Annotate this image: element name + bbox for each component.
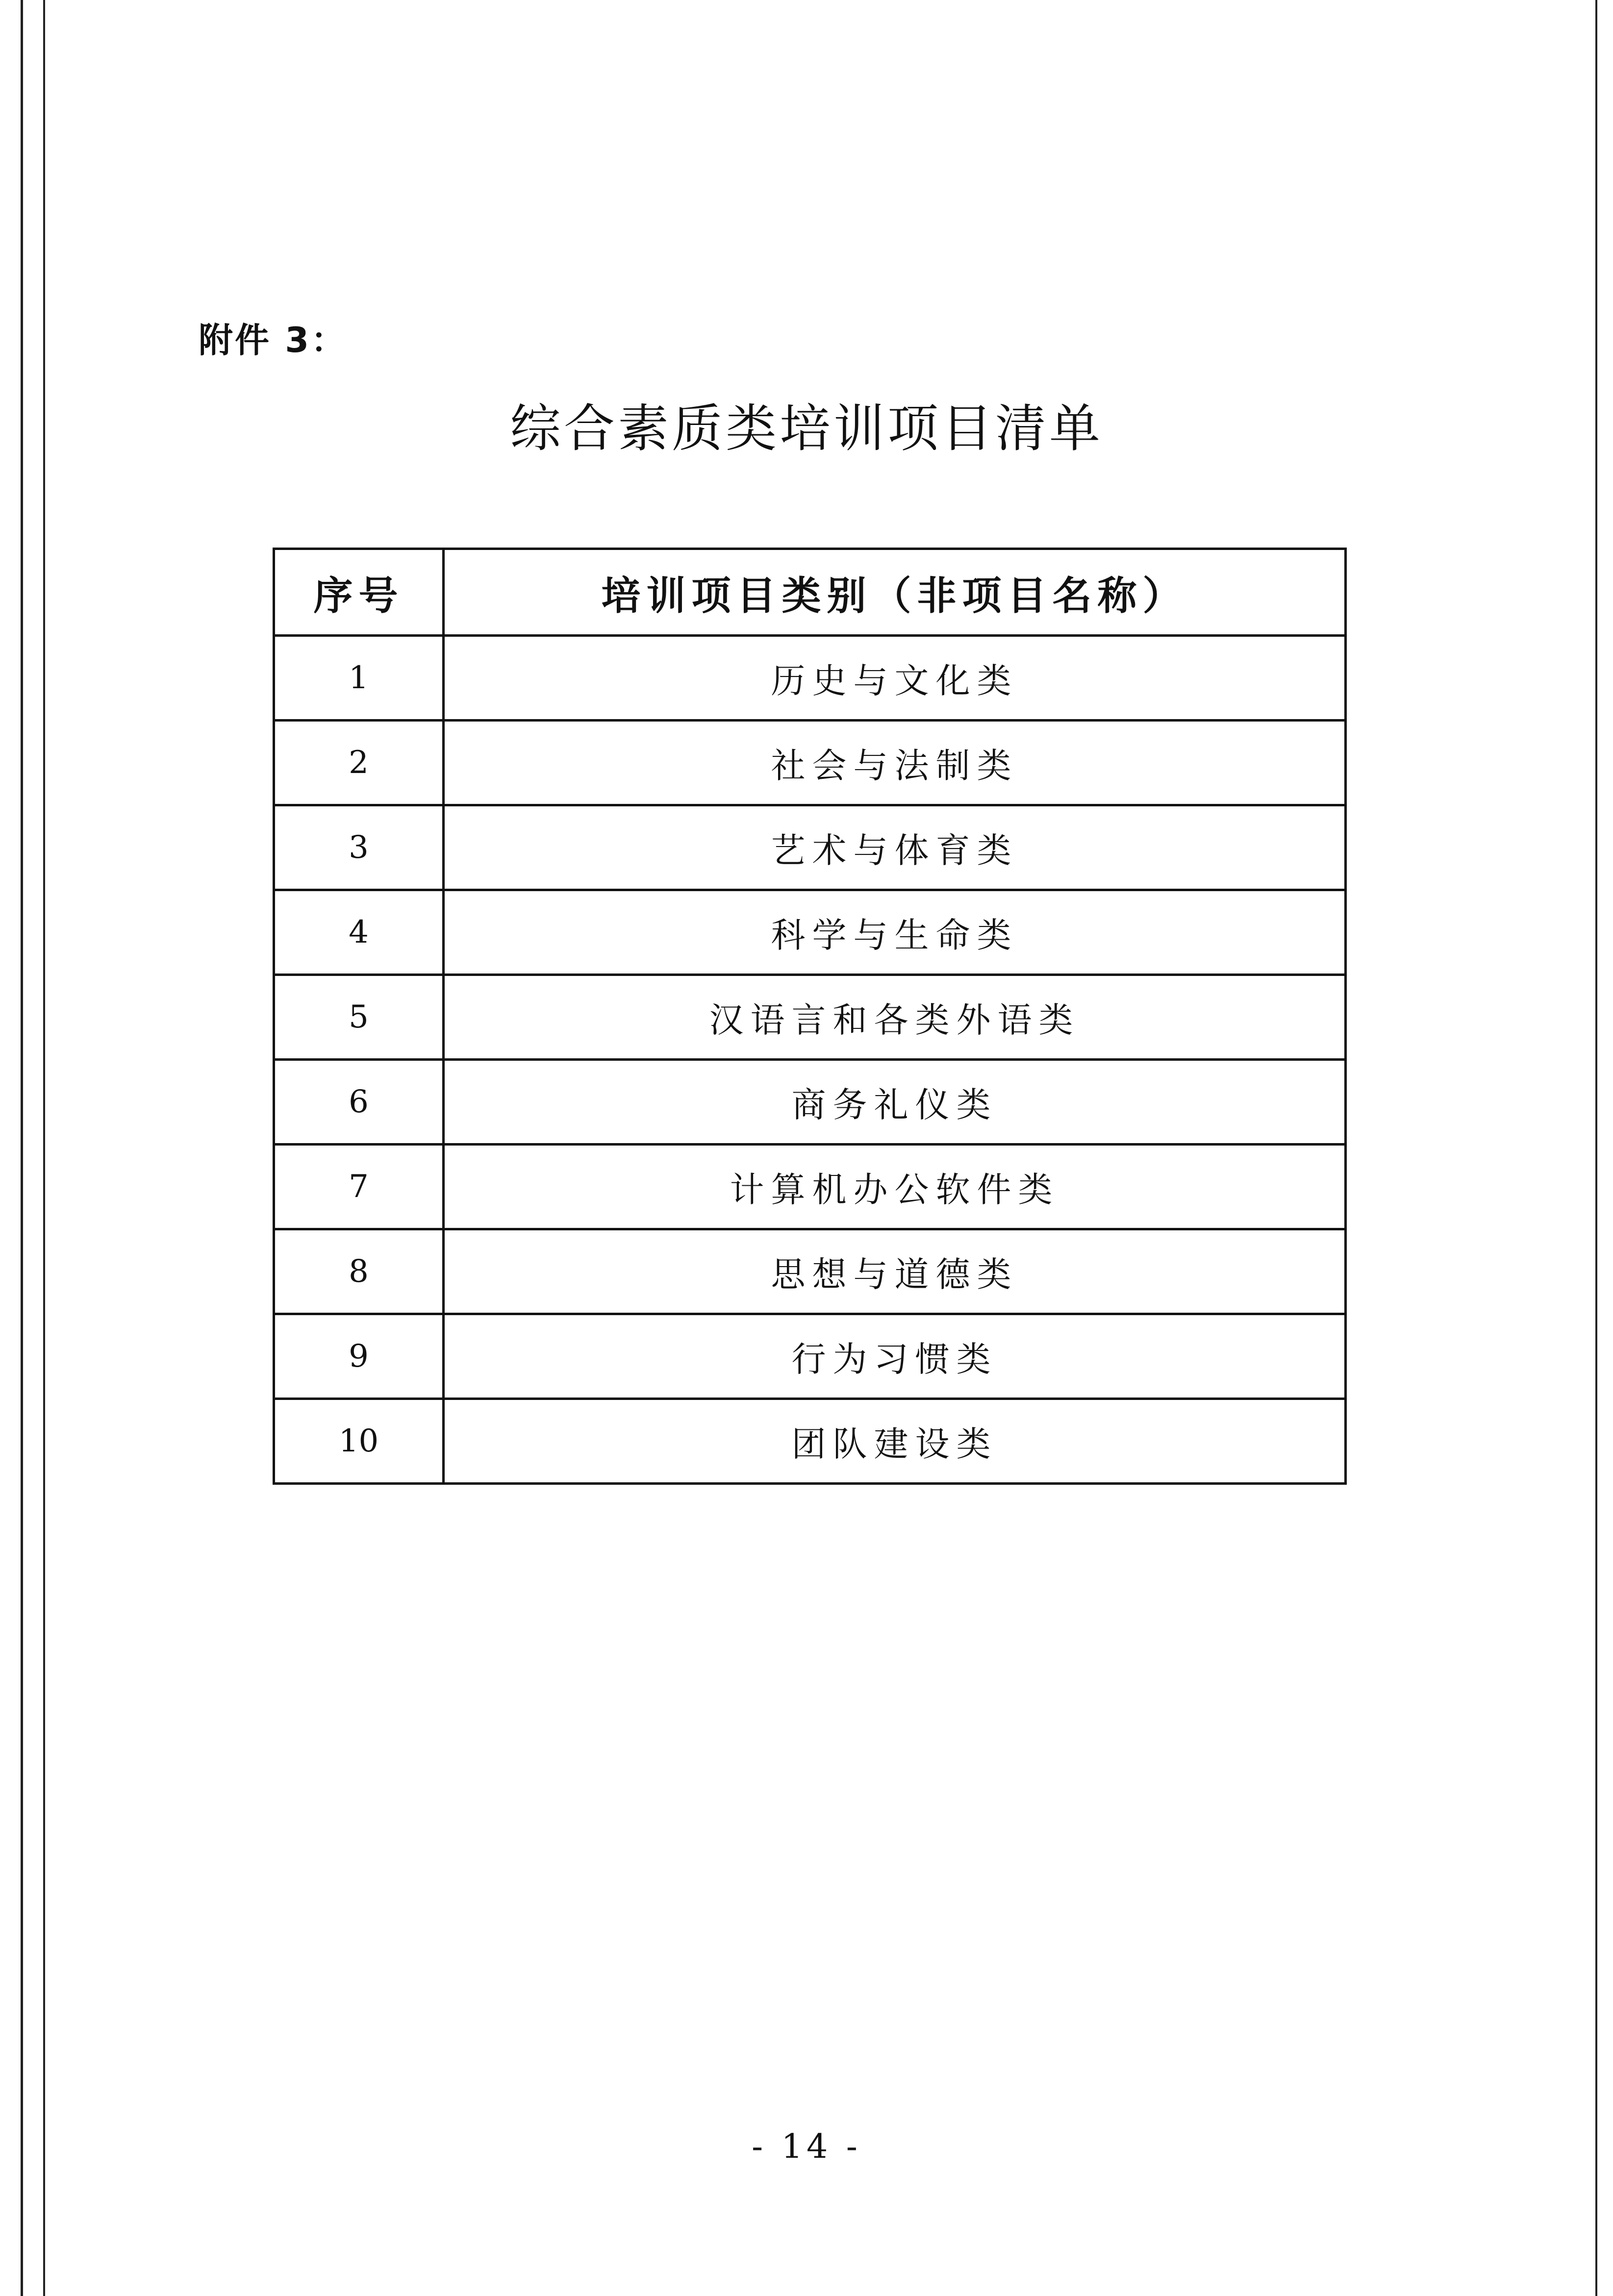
row-category: 计算机办公软件类 [444, 1145, 1346, 1229]
row-index: 2 [274, 721, 444, 805]
table-header-row [274, 549, 1346, 636]
table-row [274, 1314, 1346, 1399]
row-index: 7 [274, 1145, 444, 1229]
table-row [274, 1145, 1346, 1229]
attachment-label: 附件 3： [199, 320, 348, 360]
row-category: 科学与生命类 [444, 890, 1346, 975]
row-index: 1 [274, 636, 444, 721]
row-index: 10 [274, 1399, 444, 1484]
row-category: 商务礼仪类 [444, 1060, 1346, 1145]
training-category-table [273, 548, 1347, 1485]
row-category: 历史与文化类 [444, 636, 1346, 721]
scan-edge-line-right [1595, 0, 1597, 2296]
table-row [274, 890, 1346, 975]
column-header-category: 培训项目类别（非项目名称） [444, 549, 1346, 636]
table-row [274, 975, 1346, 1060]
row-category: 团队建设类 [444, 1399, 1346, 1484]
row-category: 思想与道德类 [444, 1229, 1346, 1314]
table-row [274, 1060, 1346, 1145]
row-category: 汉语言和各类外语类 [444, 975, 1346, 1060]
row-index: 9 [274, 1314, 444, 1399]
row-index: 8 [274, 1229, 444, 1314]
row-category: 艺术与体育类 [444, 805, 1346, 890]
column-header-index: 序号 [274, 549, 444, 636]
table-row [274, 636, 1346, 721]
row-index: 5 [274, 975, 444, 1060]
scan-edge-line-left-inner [43, 0, 45, 2296]
row-index: 4 [274, 890, 444, 975]
page-number: - 14 - [752, 2127, 861, 2166]
table-row [274, 1229, 1346, 1314]
table-row [274, 1399, 1346, 1484]
row-index: 3 [274, 805, 444, 890]
document-title: 综合素质类培训项目清单 [509, 399, 1103, 458]
row-category: 社会与法制类 [444, 721, 1346, 805]
scan-edge-line-left-outer [21, 0, 23, 2296]
table-row [274, 721, 1346, 805]
row-category: 行为习惯类 [444, 1314, 1346, 1399]
row-index: 6 [274, 1060, 444, 1145]
table-row [274, 805, 1346, 890]
